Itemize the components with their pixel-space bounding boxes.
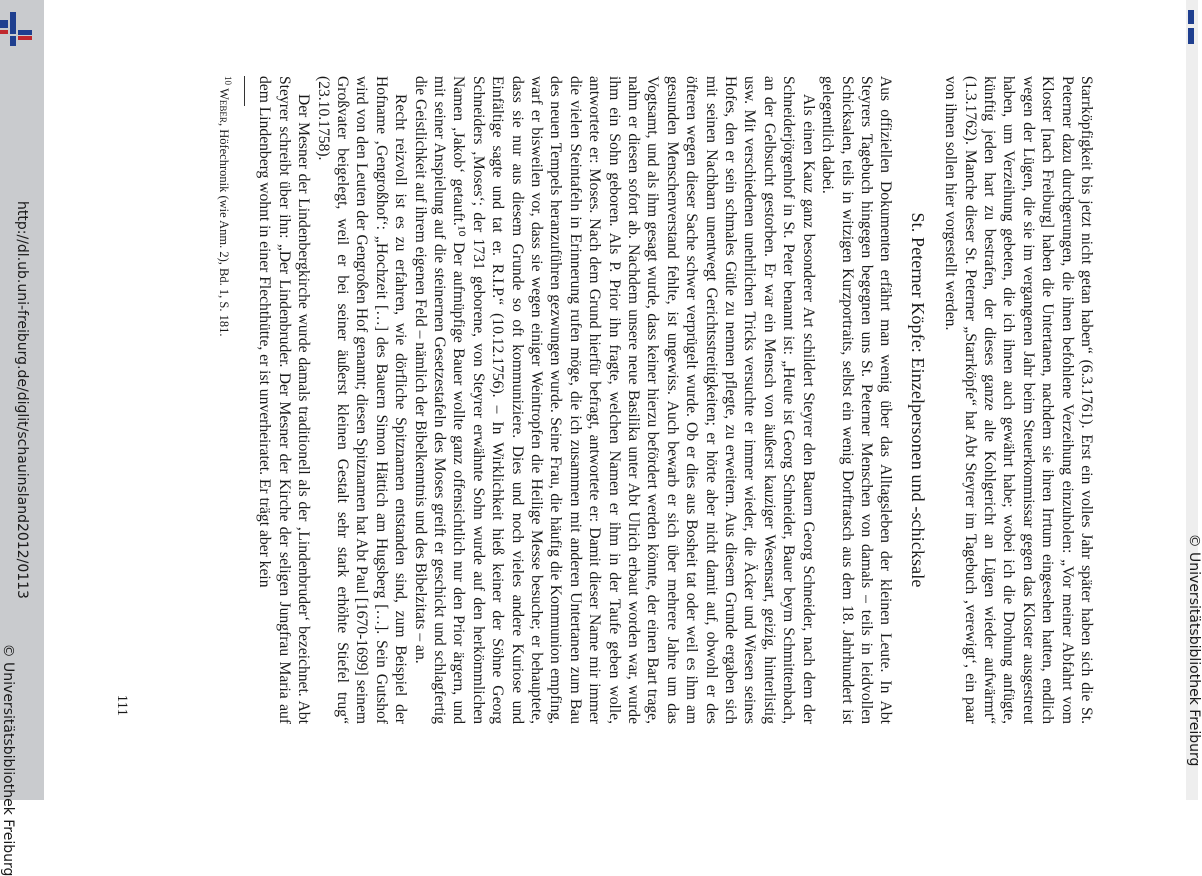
body-paragraph-1: Aus offiziellen Dokumenten erfährt man wenig über das Alltagsleben der kleinen Leute. In Abt Steyrers Tagebuch hingegen begegnen uns St. Peterner Menschen von damals – teils in leidvollen Schicksalen, teils in witzigen Kurzportraits, selbst ein wenig Dorftratsch aus dem 18. Jahrhundert ist gelegentlich dabei. (819, 76, 895, 724)
footnote-text: , Höfechronik (wie Anm. 2), Bd. 1, S. 181. (216, 122, 231, 337)
copyright-notice-left: © Universitätsbibliothek Freiburg (0, 643, 16, 876)
document-url[interactable]: http://dl.ub.uni-freiburg.de/diglit/schauinsland2012/0113 (14, 201, 30, 599)
scanned-document-page (90, 60, 1150, 740)
ub-freiburg-mark-icon (1186, 10, 1198, 46)
footnote (216, 76, 236, 724)
footnote-divider (244, 76, 245, 106)
intro-paragraph: Starrköpfigkeit bis jetzt nicht getan haben“ (6.3.1761). Erst ein volles Jahr später haben sich die St. Peterner dazu durchgerungen, die ihnen befohlene Verzeihung einzuholen: „Vor meiner Abfahrt vom Kloster [nach Freiburg] haben die Untertanen, nachdem sie ihren Irrtum eingesehen hatten, endlich wegen der Lügen, die sie im vergangenen Jahr beim Steuerkommissar gegen das Kloster ausgestreut haben, um Verzeihung gebeten, die ich ihnen auch gewährt habe; wobei ich die Drohung anfügte, künftig jeden hart zu bestrafen, der dieses ganze alte Kohlgericht an Lügen wieder aufwärmt“ (1.3.1762). Manche dieser St. Peterner „Starrköpfe“ hat Abt Steyrer im Tagebuch ‚verewigt‘, ein paar von ihnen sollen hier vorgestellt werden. (942, 76, 1095, 724)
copyright-notice-right: © Universitätsbibliothek Freiburg (1186, 533, 1202, 767)
body-paragraph-3: Recht reizvoll ist es zu erfahren, wie dörfliche Spitznamen entstanden sind, zum Beispiel der Hofname ‚Gengroßhof‘: „Hochzeit […] des Bauern Simon Hättich am Hugsberg […]. Sein Gutshof wird von den Leuten der Gengroßen Hof genannt; diesen Spitznamen hat Abt Paul [1670-1699] seinem Großvater beigelegt, weil er bei seiner äußerst kleinen Gestalt sehr stark erhöhte Stiefel trug“ (23.10.1758). (314, 76, 410, 724)
body-paragraph-4: Der Mesner der Lindenbergkirche wurde damals traditionell als der ‚Lindenbruder‘ bezeichnet. Abt Steyrer schreibt über ihn: „Der Lindenbruder. Der Mesner der Kirche der seligen Jungfrau Maria auf dem Lindenberg wohnt in einer Flechthütte, er ist unverheiratet. Er trägt aber kein (256, 76, 313, 724)
footnote-number: 10 (222, 76, 233, 85)
section-heading: St. Peterner Köpfe: Einzelpersonen und -schicksale (907, 212, 928, 588)
body-paragraph-2: Als einen Kauz ganz besonderer Art schildert Steyrer den Bauern Georg Schneider, nach dem der Schneiderjörgenhof in St. Peter benannt ist: „Heute ist Georg Schneider, Bauer beym Schmittenbach, an der Gelbsucht gestorben. Er war ein Mensch von äußerst kauziger Wesensart, geizig, hinterlistig usw. Mit verschiedenen unehrlichen Tricks versuchte er immer wieder, die Äcker und Wiesen seines Hofes, den er sein schmales Gütle zu nennen pflegte, zu erweitern. Aus diesem Grunde ergaben sich mit seinen Nachbarn unentwegt Gerichtsstreitigkeiten; er hörte aber nicht damit auf, obwohl er des öfteren wegen dieser Sache schwer verprügelt wurde. Ob er dies aus Bosheit tat oder weil es ihm am gesunden Menschenverstand fehlte, ist ungewiss. Auch bewarb er sich über mehrere Jahre um das Vogtsamt, und als ihm gesagt wurde, dass keiner hierzu befördert werden könnte, der einen Bart trage, nahm er diesen sofort ab. Nachdem unsere neue Basilika unter Abt Ulrich erbaut worden war, wurde ihm ein Sohn geboren. Als P. Prior ihn fragte, welchen Namen er ihm in der Taufe geben wolle, antwortete er: Moses. Nach dem Grund hierfür befragt, antwortete er: Damit dieser Name mir immer die vielen Steintafeln in Erinnerung rufen möge, die ich zusammen mit anderen Untertanen zum Bau des neuen Tempels heranzuführen gezwungen wurde. Seine Frau, die häufig die Kommunion empfing, warf er bisweilen vor, dass sie wegen einiger Weintropfen die Heilige Messe besuche; er behauptete, dass sie nur aus diesem Grunde so oft kommunizierе. Dies und noch vieles andere Kuriose und Einfältige sagte und tat er. R.I.P.“ (10.12.1756). – In Wirklichkeit hieß keiner der Söhne Georg Schneiders ‚Moses‘; der 1731 geborene, von Steyrer erwähnte Sohn wurde auf den herkömmlichen Namen ‚Jakob‘ getauft.¹⁰ Der aufmüpfige Bauer wollte ganz offensichtlich nur den Prior ärgern, und mit seiner Anspielung auf die steinernen Gesetzestafeln des Moses greift er geschickt und schlagfertig die Geistlichkeit auf ihrem eigenen Feld – nämlich der Bibelkenntnis und des Bibelzitats – an. (411, 76, 817, 724)
footnote-author: Weber (216, 88, 231, 123)
ub-freiburg-logo-icon (0, 12, 36, 48)
page-number: 111 (114, 694, 131, 716)
